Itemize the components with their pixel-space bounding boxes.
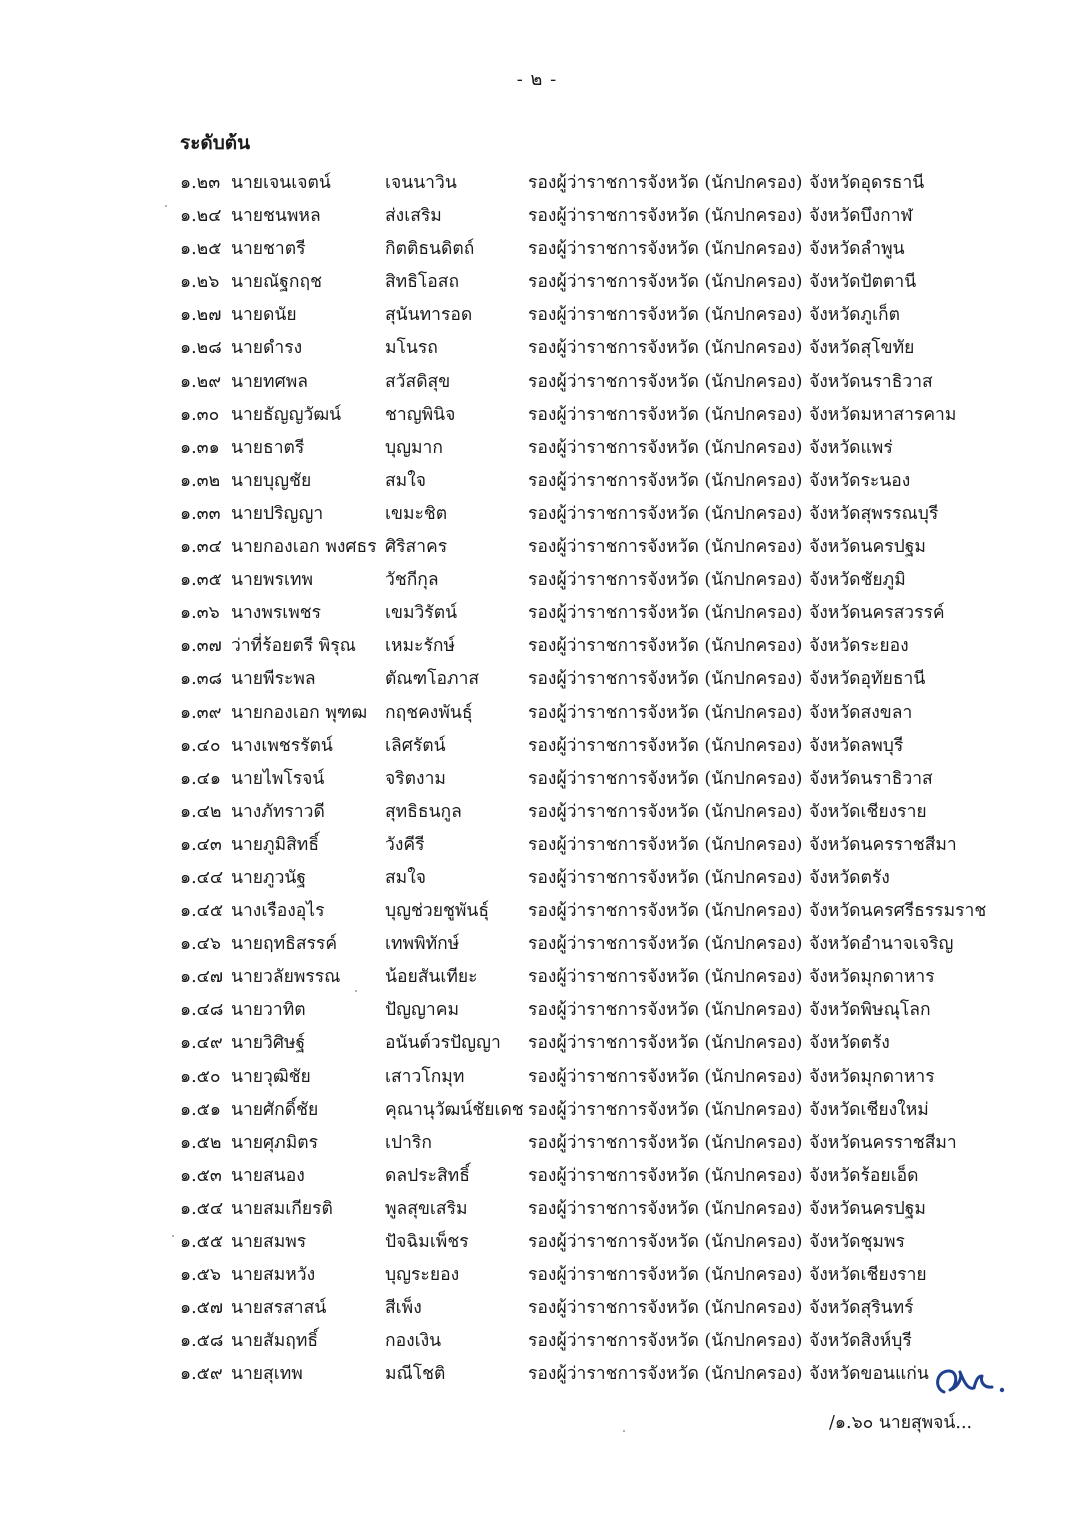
entry-position: รองผู้ว่าราชการจังหวัด (นักปกครอง) (528, 173, 803, 193)
scan-speck (165, 205, 167, 207)
entry-number: ๑.๓๒ (180, 470, 221, 491)
entry-last-name: อนันต์วรปัญญา (385, 1033, 501, 1054)
entry-number: ๑.๕๖ (180, 1265, 222, 1286)
list-item (0, 1355, 1074, 1388)
entry-position: รองผู้ว่าราชการจังหวัด (นักปกครอง) (528, 1165, 803, 1186)
entry-province: จังหวัดนครศรีธรรมราช (809, 901, 987, 922)
entry-position: รองผู้ว่าราชการจังหวัด (นักปกครอง) (528, 768, 803, 789)
entry-position: รองผู้ว่าราชการจังหวัด (นักปกครอง) (528, 1331, 803, 1352)
entry-position: รองผู้ว่าราชการจังหวัด (นักปกครอง) (528, 1265, 803, 1286)
entry-number: ๑.๓๑ (180, 437, 220, 458)
entry-number: ๑.๓๗ (180, 636, 222, 657)
entry-last-name: เลิศรัตน์ (385, 735, 446, 756)
entry-last-name: สวัสดิสุข (385, 371, 451, 392)
list-item (0, 429, 1074, 462)
entry-position: รองผู้ว่าราชการจังหวัด (นักปกครอง) (528, 702, 803, 723)
entry-number: ๑.๔๒ (180, 801, 222, 822)
scan-speck (355, 990, 357, 992)
list-item (0, 230, 1074, 263)
entry-first-name: นายฤทธิสรรค์ (231, 934, 338, 955)
entry-number: ๑.๔๘ (180, 1000, 224, 1021)
entry-last-name: พูลสุขเสริม (385, 1198, 468, 1219)
entry-position: รองผู้ว่าราชการจังหวัด (นักปกครอง) (528, 901, 803, 922)
entry-last-name: สุนันทารอด (385, 305, 473, 326)
continuation-note: /๑.๖๐ นายสุพจน์... (829, 1413, 973, 1433)
list-item (0, 1256, 1074, 1289)
entry-first-name: นายพรเทพ (231, 570, 314, 591)
entry-province: จังหวัดภูเก็ต (809, 305, 901, 326)
entry-province: จังหวัดร้อยเอ็ด (809, 1165, 919, 1186)
entry-province: จังหวัดเชียงราย (809, 801, 927, 822)
entry-province: จังหวัดสุรินทร์ (809, 1298, 914, 1319)
entry-number: ๑.๕๙ (180, 1364, 223, 1385)
list-item (0, 859, 1074, 892)
list-item (0, 462, 1074, 495)
list-item (0, 1322, 1074, 1355)
list-item (0, 1289, 1074, 1322)
entry-first-name: นายชาตรี (231, 239, 306, 260)
list-item (0, 793, 1074, 826)
entry-first-name: นางภัทราวดี (231, 801, 325, 822)
entry-number: ๑.๔๐ (180, 735, 221, 756)
entry-first-name: นายศุภมิตร (231, 1132, 318, 1153)
entry-position: รองผู้ว่าราชการจังหวัด (นักปกครอง) (528, 371, 803, 392)
entry-first-name: นายไพโรจน์ (231, 768, 325, 789)
entry-number: ๑.๔๗ (180, 967, 224, 988)
entry-province: จังหวัดนครปฐม (809, 537, 926, 558)
entry-first-name: นายดนัย (231, 305, 297, 326)
list-item (0, 694, 1074, 727)
entry-number: ๑.๕๘ (180, 1331, 224, 1352)
entry-last-name: เจนนาวิน (385, 173, 457, 193)
entry-position: รองผู้ว่าราชการจังหวัด (นักปกครอง) (528, 934, 803, 955)
entry-position: รองผู้ว่าราชการจังหวัด (นักปกครอง) (528, 437, 803, 458)
appointment-list (0, 164, 1074, 1388)
entry-first-name: นายภูวนัฐ (231, 867, 307, 888)
entry-province: จังหวัดบึงกาฬ (809, 206, 913, 227)
entry-province: จังหวัดนครปฐม (809, 1198, 926, 1219)
list-item (0, 1190, 1074, 1223)
entry-position: รองผู้ว่าราชการจังหวัด (นักปกครอง) (528, 1132, 803, 1153)
entry-position: รองผู้ว่าราชการจังหวัด (นักปกครอง) (528, 867, 803, 888)
entry-province: จังหวัดพิษณุโลก (809, 1000, 931, 1021)
scan-speck (623, 1430, 625, 1432)
entry-first-name: นายกองเอก พงศธร (231, 537, 377, 558)
entry-first-name: นายเจนเจตน์ (231, 173, 331, 193)
entry-province: จังหวัดสิงห์บุรี (809, 1331, 912, 1352)
entry-first-name: นายภูมิสิทธิ์ (231, 834, 320, 855)
entry-number: ๑.๔๑ (180, 768, 222, 789)
list-item (0, 991, 1074, 1024)
list-item (0, 495, 1074, 528)
entry-last-name: เทพพิทักษ์ (385, 934, 460, 955)
entry-first-name: นายณัฐกฤช (231, 272, 323, 293)
entry-position: รองผู้ว่าราชการจังหวัด (นักปกครอง) (528, 470, 803, 491)
entry-last-name: ส่งเสริม (385, 206, 442, 227)
entry-first-name: นายสมพร (231, 1232, 307, 1252)
entry-position: รองผู้ว่าราชการจังหวัด (นักปกครอง) (528, 537, 803, 558)
list-item (0, 727, 1074, 760)
entry-province: จังหวัดมหาสารคาม (809, 404, 957, 425)
entry-province: จังหวัดลพบุรี (809, 735, 904, 756)
entry-province: จังหวัดนราธิวาส (809, 768, 933, 789)
entry-province: จังหวัดขอนแก่น (809, 1364, 929, 1385)
entry-number: ๑.๔๔ (180, 867, 224, 888)
entry-first-name: ว่าที่ร้อยตรี พิรุณ (231, 636, 356, 657)
entry-position: รองผู้ว่าราชการจังหวัด (นักปกครอง) (528, 1298, 803, 1319)
entry-position: รองผู้ว่าราชการจังหวัด (นักปกครอง) (528, 1033, 803, 1054)
entry-first-name: นายปริญญา (231, 503, 324, 524)
entry-number: ๑.๔๙ (180, 1033, 223, 1054)
entry-province: จังหวัดมุกดาหาร (809, 967, 935, 988)
entry-position: รองผู้ว่าราชการจังหวัด (นักปกครอง) (528, 305, 803, 326)
entry-first-name: นางพรเพชร (231, 603, 322, 624)
entry-province: จังหวัดชุมพร (809, 1232, 905, 1252)
entry-last-name: สีเพ็ง (385, 1298, 422, 1319)
list-item (0, 561, 1074, 594)
entry-first-name: นายธัญญวัฒน์ (231, 404, 342, 425)
entry-number: ๑.๔๕ (180, 901, 224, 922)
entry-last-name: ดลประสิทธิ์ (385, 1165, 470, 1186)
list-item (0, 958, 1074, 991)
page-number: - ๒ - (516, 69, 558, 90)
entry-first-name: นายกองเอก พุฑฒ (231, 702, 368, 723)
list-item (0, 627, 1074, 660)
entry-province: จังหวัดระนอง (809, 470, 911, 491)
entry-first-name: นายสรสาสน์ (231, 1298, 327, 1319)
entry-number: ๑.๓๓ (180, 503, 221, 524)
entry-last-name: สุทธิธนกูล (385, 801, 462, 822)
entry-province: จังหวัดสงขลา (809, 702, 913, 723)
entry-province: จังหวัดแพร่ (809, 437, 893, 458)
entry-position: รองผู้ว่าราชการจังหวัด (นักปกครอง) (528, 669, 803, 690)
entry-province: จังหวัดนครราชสีมา (809, 1132, 957, 1153)
entry-position: รองผู้ว่าราชการจังหวัด (นักปกครอง) (528, 1099, 803, 1120)
entry-number: ๑.๒๓ (180, 173, 221, 193)
list-item (0, 660, 1074, 693)
entry-last-name: สิทธิโอสถ (385, 272, 460, 293)
entry-number: ๑.๓๔ (180, 537, 222, 558)
entry-first-name: นายชนพหล (231, 206, 321, 227)
entry-province: จังหวัดอำนาจเจริญ (809, 934, 954, 955)
entry-last-name: น้อยสันเทียะ (385, 967, 478, 988)
list-item (0, 826, 1074, 859)
list-item (0, 892, 1074, 925)
entry-last-name: กองเงิน (385, 1331, 442, 1352)
entry-position: รองผู้ว่าราชการจังหวัด (นักปกครอง) (528, 636, 803, 657)
entry-last-name: ตัณฑโอภาส (385, 669, 480, 690)
list-item (0, 263, 1074, 296)
entry-position: รองผู้ว่าราชการจังหวัด (นักปกครอง) (528, 801, 803, 822)
entry-first-name: นายสมเกียรติ (231, 1198, 333, 1219)
entry-number: ๑.๒๘ (180, 338, 222, 359)
entry-position: รองผู้ว่าราชการจังหวัด (นักปกครอง) (528, 239, 803, 260)
entry-number: ๑.๕๕ (180, 1232, 224, 1252)
scan-speck (172, 1235, 174, 1237)
entry-position: รองผู้ว่าราชการจังหวัด (นักปกครอง) (528, 570, 803, 591)
entry-last-name: เสาวโกมุท (385, 1066, 465, 1087)
entry-position: รองผู้ว่าราชการจังหวัด (นักปกครอง) (528, 338, 803, 359)
list-item (0, 528, 1074, 561)
entry-first-name: นายพีระพล (231, 669, 316, 690)
entry-last-name: ปัจฉิมเพ็ชร (385, 1232, 469, 1252)
entry-last-name: เขมะชิต (385, 503, 448, 524)
entry-province: จังหวัดมุกดาหาร (809, 1066, 935, 1087)
entry-first-name: นายสัมฤทธิ์ (231, 1331, 319, 1352)
entry-first-name: นายทศพล (231, 371, 308, 392)
entry-first-name: นายวิศิษฐ์ (231, 1033, 306, 1054)
entry-last-name: ศิริสาคร (385, 537, 448, 558)
entry-number: ๑.๓๖ (180, 603, 220, 624)
entry-number: ๑.๓๙ (180, 702, 222, 723)
entry-province: จังหวัดนครราชสีมา (809, 834, 957, 855)
entry-last-name: จริตงาม (385, 768, 446, 789)
list-item (0, 1223, 1074, 1256)
list-item (0, 1124, 1074, 1157)
entry-position: รองผู้ว่าราชการจังหวัด (นักปกครอง) (528, 1000, 803, 1021)
entry-last-name: กิตติธนดิตถ์ (385, 239, 475, 260)
entry-last-name: สมใจ (385, 867, 427, 888)
entry-last-name: บุญช่วยชูพันธุ์ (385, 901, 490, 922)
entry-province: จังหวัดลำพูน (809, 239, 905, 260)
entry-position: รองผู้ว่าราชการจังหวัด (นักปกครอง) (528, 1066, 803, 1087)
entry-number: ๑.๓๘ (180, 669, 223, 690)
entry-first-name: นายสนอง (231, 1165, 305, 1186)
entry-last-name: มโนรถ (385, 338, 438, 359)
entry-first-name: นายศักดิ์ชัย (231, 1099, 319, 1120)
entry-position: รองผู้ว่าราชการจังหวัด (นักปกครอง) (528, 503, 803, 524)
signature-initials (930, 1362, 1010, 1402)
entry-number: ๑.๕๔ (180, 1198, 224, 1219)
entry-number: ๑.๕๑ (180, 1099, 222, 1120)
entry-last-name: วังคีรี (385, 834, 425, 855)
entry-first-name: นางเรืองอุไร (231, 901, 325, 922)
entry-last-name: มณีโชติ (385, 1364, 446, 1385)
entry-first-name: นายวาทิต (231, 1000, 306, 1021)
entry-last-name: เหมะรักษ์ (385, 636, 455, 657)
entry-number: ๑.๕๐ (180, 1066, 221, 1087)
entry-province: จังหวัดตรัง (809, 1033, 890, 1054)
list-item (0, 329, 1074, 362)
entry-first-name: นายวุฒิชัย (231, 1066, 311, 1087)
entry-last-name: ปัญญาคม (385, 1000, 459, 1021)
entry-number: ๑.๔๓ (180, 834, 222, 855)
entry-number: ๑.๒๙ (180, 371, 222, 392)
entry-position: รองผู้ว่าราชการจังหวัด (นักปกครอง) (528, 603, 803, 624)
list-item (0, 164, 1074, 197)
entry-position: รองผู้ว่าราชการจังหวัด (นักปกครอง) (528, 206, 803, 227)
entry-number: ๑.๓๕ (180, 570, 222, 591)
list-item (0, 1058, 1074, 1091)
entry-province: จังหวัดชัยภูมิ (809, 570, 906, 591)
entry-position: รองผู้ว่าราชการจังหวัด (นักปกครอง) (528, 1364, 803, 1385)
entry-last-name: บุญมาก (385, 437, 443, 458)
entry-last-name: วัชกีกุล (385, 570, 439, 591)
list-item (0, 1157, 1074, 1190)
entry-position: รองผู้ว่าราชการจังหวัด (นักปกครอง) (528, 272, 803, 293)
entry-first-name: นายสมหวัง (231, 1265, 316, 1286)
entry-last-name: กฤชคงพันธุ์ (385, 702, 473, 723)
entry-number: ๑.๔๖ (180, 934, 222, 955)
entry-number: ๑.๒๗ (180, 305, 222, 326)
entry-province: จังหวัดระยอง (809, 636, 909, 657)
entry-province: จังหวัดนราธิวาส (809, 371, 933, 392)
entry-first-name: นายสุเทพ (231, 1364, 303, 1385)
list-item (0, 925, 1074, 958)
entry-province: จังหวัดสุโขทัย (809, 338, 915, 359)
entry-province: จังหวัดเชียงใหม่ (809, 1099, 929, 1120)
entry-last-name: บุญระยอง (385, 1265, 460, 1286)
entry-province: จังหวัดตรัง (809, 867, 890, 888)
entry-number: ๑.๕๗ (180, 1298, 224, 1319)
entry-position: รองผู้ว่าราชการจังหวัด (นักปกครอง) (528, 404, 803, 425)
list-item (0, 760, 1074, 793)
entry-position: รองผู้ว่าราชการจังหวัด (นักปกครอง) (528, 1198, 803, 1219)
entry-last-name: เขมวิรัตน์ (385, 603, 458, 624)
entry-first-name: นายธาตรี (231, 437, 305, 458)
entry-province: จังหวัดนครสวรรค์ (809, 603, 945, 624)
list-item (0, 1091, 1074, 1124)
entry-first-name: นายวลัยพรรณ (231, 967, 341, 988)
entry-position: รองผู้ว่าราชการจังหวัด (นักปกครอง) (528, 735, 803, 756)
list-item (0, 1024, 1074, 1057)
entry-province: จังหวัดเชียงราย (809, 1265, 927, 1286)
entry-number: ๑.๒๖ (180, 272, 220, 293)
entry-number: ๑.๒๔ (180, 206, 222, 227)
entry-province: จังหวัดสุพรรณบุรี (809, 503, 939, 524)
list-item (0, 197, 1074, 230)
entry-position: รองผู้ว่าราชการจังหวัด (นักปกครอง) (528, 967, 803, 988)
entry-province: จังหวัดอุดรธานี (809, 173, 925, 193)
entry-last-name: ชาญพินิจ (385, 404, 456, 425)
entry-last-name: สมใจ (385, 470, 427, 491)
entry-number: ๑.๕๒ (180, 1132, 222, 1153)
entry-first-name: นางเพชรรัตน์ (231, 735, 333, 756)
entry-first-name: นายดำรง (231, 338, 303, 359)
entry-number: ๑.๓๐ (180, 404, 220, 425)
list-item (0, 594, 1074, 627)
entry-first-name: นายบุญชัย (231, 470, 312, 491)
entry-number: ๑.๒๕ (180, 239, 222, 260)
list-item (0, 363, 1074, 396)
entry-last-name: เปาริก (385, 1132, 432, 1153)
entry-position: รองผู้ว่าราชการจังหวัด (นักปกครอง) (528, 1232, 803, 1252)
entry-last-name: คุณานุวัฒน์ชัยเดช (385, 1099, 524, 1120)
entry-province: จังหวัดปัตตานี (809, 272, 917, 293)
entry-position: รองผู้ว่าราชการจังหวัด (นักปกครอง) (528, 834, 803, 855)
entry-province: จังหวัดอุทัยธานี (809, 669, 926, 690)
list-item (0, 296, 1074, 329)
list-item (0, 396, 1074, 429)
section-heading: ระดับต้น (180, 132, 251, 154)
entry-number: ๑.๕๓ (180, 1165, 222, 1186)
